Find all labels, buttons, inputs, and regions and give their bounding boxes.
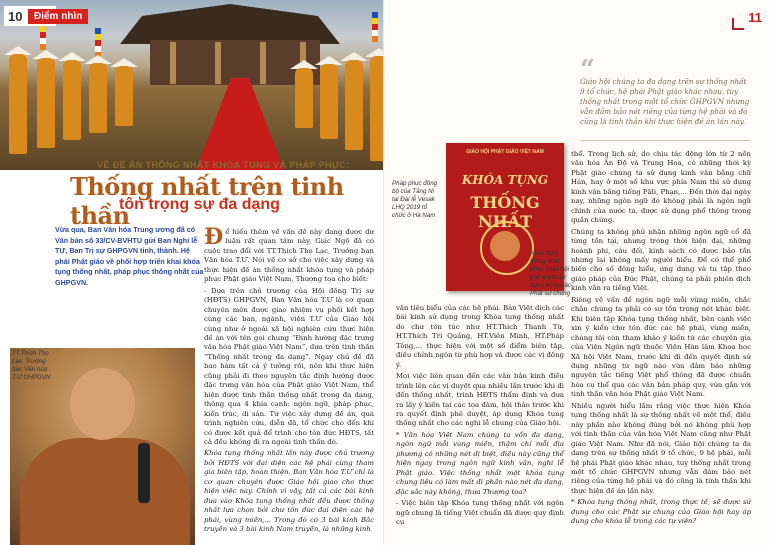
interview-question: * Văn hóa Việt Nam chúng ta vốn đa dạng, ngôn ngữ mỗi vùng miền, thậm chí mỗi địa phương có những nét dị biệt, điều này cũng thể hiện ngay trong ngôn ngữ kinh văn, nghi lễ Phật giáo. Việc thống nhất một khóa tụng chung liệu có làm mất đi phần nào nét đa dạng, đặc sắc này không, thưa Thượng tọa?	[396, 430, 564, 496]
article-title: Thống nhất trên tinh thần	[70, 172, 344, 230]
monk-figure	[320, 64, 338, 139]
monk-figure	[89, 63, 107, 133]
article-sapo: Vừa qua, Ban Văn hóa Trung ương đã có Văn bản số 33/CV-BVHTU gửi Ban Nghi lễ TƯ, Ban Trị sự GHPGVN tỉnh, thành. Hệ phái Phật giáo về phối hợp triển khai khóa tụng thống nhất, pháp phục thống nhất của GHPGVN.	[55, 225, 204, 287]
temple-column	[215, 42, 221, 84]
article-column-2	[396, 304, 564, 529]
article-column-3	[571, 150, 751, 529]
corner-mark	[732, 18, 744, 30]
quote-mark-icon: “	[580, 55, 595, 85]
dropcap: Đ	[204, 224, 224, 250]
book-caption-right: Khóa tụng thống nhất được Giáo hội phê duyệt sử dụng trong các Phật sự chung	[530, 250, 571, 297]
paragraph: Mọi việc liên quan đến các văn bản kinh điều trình lên các vị duyệt qua nhiều lần trước khi đi đến thống nhất, trình HĐTS thẩm định và đưa ra lấy ý kiến tại các tọa đàm, hội thảo trước khi ra quyết định phê duyệt, áp dụng Khóa tụng thống nhất cho các nghi lễ chung của Giáo hội.	[396, 372, 564, 428]
article-subtitle: tôn trọng sự đa dạng	[119, 196, 280, 213]
red-carpet	[195, 78, 285, 170]
portrait-caption: TT.Thích Thọ Lạc, Trưởng ban Văn hóa T.Ư GHPGVN	[12, 350, 51, 381]
paragraph: - Dựa trên chủ trương của Hội đồng Trị sự (HĐTS) GHPGVN, Ban Văn hóa T.Ư là cơ quan chuyên môn được giao nhiệm vụ phối kết hợp cùng các ban, ngành, viện T.Ư của Giáo hội cùng như ở ngoài xã hội nghiên cứu thực hiện đề án với tên gọi chung “Định hướng đặc trưng văn hóa Phật giáo Việt Nam”, dựa trên tinh thần “Thống nhất trong đa dạng”. Ngay chủ đề đã bao hàm tất cả ý tưởng rồi, nên khi thực hiện cũng phải đi theo nguyên tắc định hướng được đặc trưng văn hóa của Phật giáo Việt Nam, thể hiện được tinh thần thống nhất trong đa dạng, thông qua 4 khía cạnh: ngôn ngữ, pháp phục, kiến trúc, di sản. Từ việc xây dựng đề án, quá trình nghiên cứu, diễn đã, tổ chức cho đến khi có được kết quả để trình cho tôn đức HĐTS, tất cả đều không đi ra ngoài tinh thần đó.	[204, 286, 374, 446]
pull-quote-text: Giáo hội chúng ta đa dạng trên sự thống nhất 9 tổ chức, hệ phái Phật giáo khác nhau, tuy thống nhất trong một tổ chức GHPGVN nhưng vẫn đảm bảo nét riêng của từng hệ phái và đó cũng là tinh thần khi thực hiện đề án lần này.	[580, 77, 750, 126]
book-caption-left: Pháp phục đồng bộ của Tăng Ni tại Đại lễ Vesak LHQ 2019 tổ chức ở Hà Nam	[392, 180, 438, 219]
microphone-icon	[138, 443, 150, 503]
paragraph-text: ể hiểu thêm về vấn đề này đang được dư luận rất quan tâm này, Giác Ngộ đã có cuộc trao đổi với TT.Thích Thọ Lạc, Trưởng ban Văn hóa T.Ư. Nói về cơ sở cho việc xây dựng và thực hiện đề án thống nhất khóa tụng và pháp phục Phật giáo Việt Nam, Thượng tọa cho biết:	[204, 228, 374, 284]
monk-figure	[9, 54, 27, 154]
monk-figure	[63, 60, 81, 140]
monk-figure	[345, 60, 363, 150]
page-number-right: 11	[748, 10, 762, 25]
paragraph: Nhiều người hiểu lầm rằng việc thực hiện Khóa tụng thống nhất là sự thống nhất về một thể, điều này phần nào không đúng bởi nó không phù hợp với tinh thần của văn hóa Việt Nam cũng như Phật giáo Việt Nam. Như đã nói, Giáo hội chúng ta đa dạng trên sự thống nhất 9 tổ chức, 9 hệ phái, mỗi hệ phái Phật giáo khác nhau, tuy thống nhất trong một tổ chức GHPGVN nhưng vẫn đảm bảo nét riêng của từng hệ phái và đó cũng là tinh thần khi thực hiện đề án lần này.	[571, 401, 751, 495]
monks-procession-photo	[0, 0, 385, 170]
divider	[580, 140, 750, 141]
paragraph	[204, 224, 374, 285]
temple-column	[170, 42, 176, 84]
monk-figure	[37, 58, 55, 148]
paragraph: thể. Trong lịch sử, do chịu tác động lớn từ 2 nền văn hóa Ấn Độ và Trung Hoa, có những thời kỳ Phật giáo chúng ta sử dụng kinh văn bằng chữ Hán, hay ở một số khu vực phía Nam thì sử dụng kinh văn bằng tiếng Pāli, Phạn,... Đến thời đại ngày nay, những ngôn ngữ đó không phải là ngôn ngữ chính của nước ta, được sử dụng phổ thông trong quần chúng.	[571, 150, 751, 225]
portrait-robe	[20, 438, 190, 545]
paragraph: Chúng ta không phủ nhận những ngôn ngữ cổ đã từng tồn tại, nhưng trong thời hiện đại, những hoành phi, câu đối, kinh sách có được bảo tồn nhưng lại không mấy người hiểu. Để có thể phổ biến cho số đông hiểu, ứng dụng và tu tập theo giáo pháp của Đức Phật, chúng ta phải phiên dịch kinh văn ra tiếng Việt.	[571, 227, 751, 293]
paragraph: văn tiêu biểu của các hệ phái. Bản Việt dịch các bài kinh sử dụng trong Khóa tụng thống nhất do chư tôn túc như HT.Thích Thanh Từ, HT.Thích Trí Quảng, HT.Viên Minh, HT.Pháp Tông,... thực hiện với một số điểm biên tập, điều chỉnh ngôn từ phù hợp và được các vị đồng ý.	[396, 304, 564, 369]
buddhist-flag	[95, 28, 101, 58]
monk-figure	[295, 68, 313, 128]
section-tag: Điểm nhìn	[28, 9, 88, 24]
temple-roof	[120, 4, 340, 44]
interview-question: * Khóa tụng thống nhất, trong thực tế, sẽ được sử dụng cho các Phật sự chung của Giáo hội hay áp dụng cho khóa lễ trong các tự viện?	[571, 498, 751, 526]
article-column-1	[204, 224, 374, 537]
pull-quote	[580, 55, 750, 127]
page-number: 10	[8, 8, 23, 24]
paragraph: - Việc biên tập Khóa tụng thống nhất với ngôn ngữ chung là tiếng Việt chuẩn đã được quy định cụ	[396, 499, 564, 526]
book-title-line1: KHÓA TỤNG	[461, 173, 549, 187]
article-kicker: VỀ ĐỀ ÁN THỐNG NHẤT KHÓA TỤNG VÀ PHÁP PHỤC:	[97, 160, 350, 170]
buddhist-flag	[372, 12, 378, 42]
paragraph: Riêng về vấn đề ngôn ngữ mỗi vùng miền, chắc chắn chúng ta phải có sự tồn trọng nét khác biệt. Khi biên tập Khóa tụng thống nhất, bên cạnh việc xin ý kiến chư tôn đức các hệ phái, vùng miền, chúng tôi còn tham khảo ý kiến từ các chuyên gia của Viện Ngôn ngữ thuộc Viện Hàn lâm Khoa học Xã hội Việt Nam, trước khi đi đến quyết định sử dụng những từ ngữ nào vừa đảm bảo những nguyên tắc tiếng Việt phổ thông đã được chuẩn hóa cụ thể qua các văn bản pháp quy, vừa gắn với tinh thần văn hóa Phật giáo Việt Nam.	[571, 295, 751, 399]
paragraph: Khóa tụng thống nhất lần này được chủ trương bởi HĐTS với đại diện các hệ phái cùng tham gia biên tập, hoàn thiện. Ban Văn hóa T.Ư chỉ là cơ quan chuyên được Giáo hội giao cho thực hiện việc này. Chính vì vậy, tất cả các bài kinh đưa vào Khóa tụng thống nhất đều được thống nhất lựa chọn bởi chư tôn đức đại diện các hệ phái, vùng miền,... Trong đó có 3 bài kinh Bắc truyền và 3 bài kinh Nam truyền, là những kinh	[204, 449, 374, 534]
book-title-line2: THỐNG NHẤT	[470, 193, 540, 231]
book-publisher: GIÁO HỘI PHẬT GIÁO VIỆT NAM	[466, 149, 544, 155]
book-ornament-center	[490, 231, 520, 261]
temple-column	[260, 42, 266, 84]
monk-figure	[115, 66, 133, 126]
portrait-head	[70, 368, 135, 440]
